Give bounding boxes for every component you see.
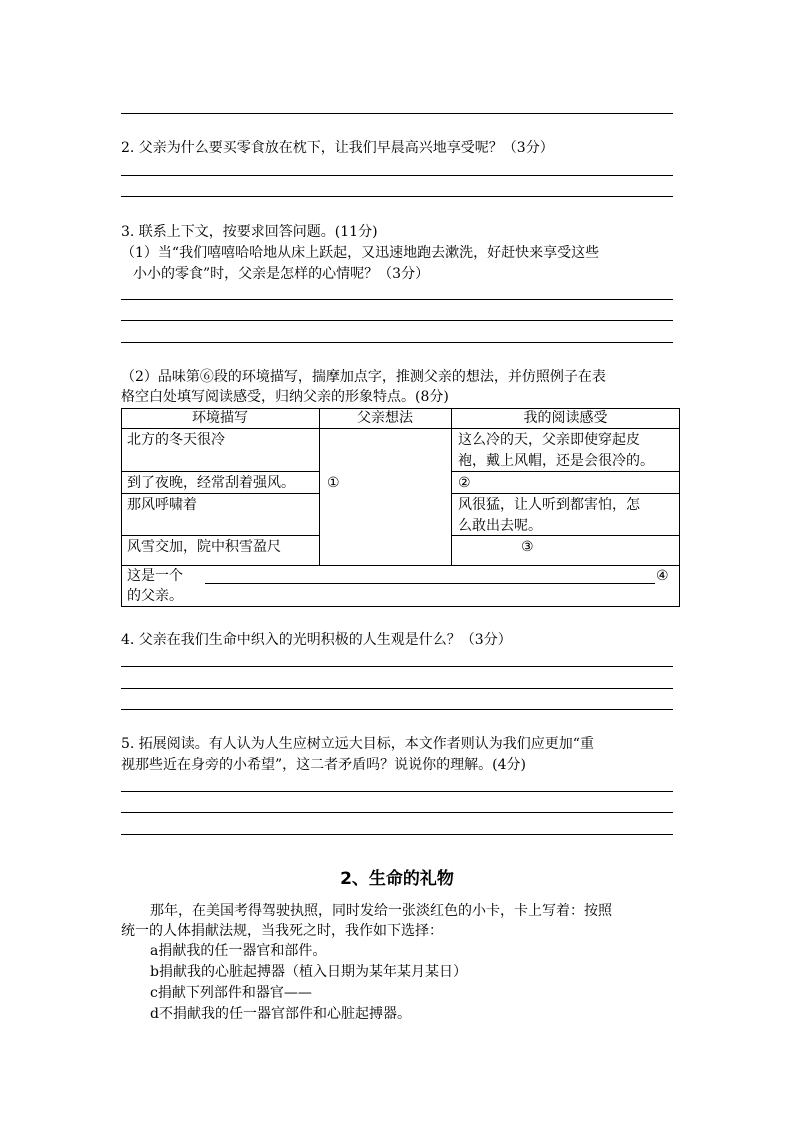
feel-blank-3: ③ [521,539,534,555]
env-cell-1: 北方的冬天很冷 [127,432,225,448]
summary-suffix: 的父亲。 [127,588,183,604]
article-para1-line2: 统一的人体捐献法规，当我死之时，我作如下选择： [121,923,443,939]
feel-cell-1-line2: 袍，戴上风帽，还是会很冷的。 [458,453,654,469]
question-2: 2. 父亲为什么要买零食放在枕下，让我们早晨高兴地享受呢？（3分） [121,140,554,156]
article-para1-line1: 那年，在美国考得驾驶执照，同时发给一张淡红色的小卡，卡上写着：按照 [150,903,612,919]
answer-line [121,791,673,792]
table-header-environment: 环境描写 [192,410,248,426]
summary-blank-line [205,583,655,584]
answer-line [121,113,673,114]
article-option-a: a捐献我的任一器官和部件。 [150,943,327,959]
question-4: 4. 父亲在我们生命中织入的光明积极的人生观是什么？（3分） [121,632,512,648]
summary-prefix: 这是一个 [127,568,183,584]
article-title: 2、生命的礼物 [340,869,454,889]
article-option-b: b捐献我的心脏起搏器（植入日期为某年某月某日） [150,964,467,980]
env-cell-3: 那风呼啸着 [127,497,197,513]
answer-line [121,709,673,710]
table-header-reading-feeling: 我的阅读感受 [523,410,608,426]
answer-line [121,175,673,176]
answer-line [121,688,673,689]
thought-blank-1: ① [327,475,340,491]
answer-line [121,299,673,300]
question-3-1-line2: 小小的零食”时，父亲是怎样的心情呢？（3分） [133,266,430,282]
env-cell-4: 风雪交加，院中积雪盈尺 [127,539,281,555]
question-3-1-line1: （1）当“我们嘻嘻哈哈地从床上跃起，又迅速地跑去漱洗，好赶快来享受这些 [121,245,600,261]
question-3-2-line1: （2）品味第⑥段的环境描写，揣摩加点字，推测父亲的想法，并仿照例子在表 [121,369,606,385]
env-cell-2: 到了夜晚，经常刮着强风。 [127,475,295,491]
feel-cell-3-line1: 风很猛，让人听到都害怕，怎 [458,497,640,513]
answer-line [121,320,673,321]
reading-table [121,408,680,607]
article-option-c: c捐献下列部件和器官—— [150,985,312,1001]
answer-line [121,196,673,197]
answer-line [121,834,673,835]
answer-line [121,342,673,343]
question-5-line2: 视那些近在身旁的小希望”，这二者矛盾吗？说说你的理解。(4分) [121,757,526,773]
article-option-d: d不捐献我的任一器官部件和心脏起搏器。 [150,1006,411,1022]
table-header-father-thought: 父亲想法 [357,410,413,426]
feel-cell-1-line1: 这么冷的天，父亲即使穿起皮 [458,432,640,448]
summary-blank-4: ④ [656,568,669,584]
feel-blank-2: ② [458,475,471,491]
answer-line [121,812,673,813]
answer-line [121,666,673,667]
question-5-line1: 5. 拓展阅读。有人认为人生应树立远大目标，本文作者则认为我们应更加“重 [121,736,594,752]
question-3-2-line2: 格空白处填写阅读感受，归纳父亲的形象特点。(8分) [121,389,449,405]
feel-cell-3-line2: 么敢出去呢。 [458,518,542,534]
question-3-title: 3. 联系上下文，按要求回答问题。(11分) [121,224,378,240]
